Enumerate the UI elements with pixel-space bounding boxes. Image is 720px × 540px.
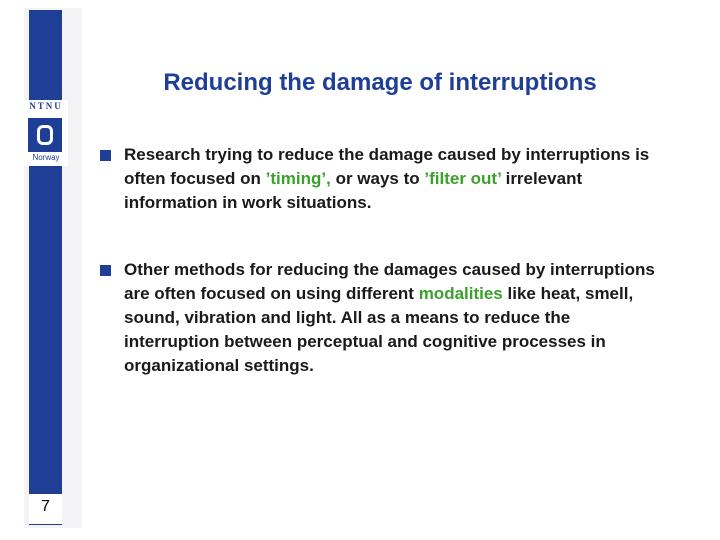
logo-subtitle: Norway [32,153,60,162]
logo-mark-icon [28,118,62,152]
bullet-item-1 [96,143,656,215]
bullet-square-icon [100,150,111,161]
bullet-text: Research trying to reduce the damage caused by interruptions is often focused on ’timing’, or ways to ’filter out’ irrelevant information in work situations. [124,145,650,212]
ntnu-logo [24,100,68,166]
highlight-timing: ’timing’, [265,169,331,188]
page-number: 7 [41,498,50,515]
highlight-modalities: modalities [418,284,503,303]
bullet-square-icon [100,265,111,276]
bullet-text: Other methods for reducing the damages caused by interruptions are often focused on using different modalities like heat, smell, sound, vibration and light. All as a means to reduce the interruption between perceptual and cognitive processes in organizational settings. [124,260,655,375]
logo-letters: NTNU [29,101,63,111]
slide-title: Reducing the damage of interruptions [163,69,597,96]
bullet-item-2 [96,258,656,378]
highlight-filter-out: ’filter out’ [424,169,501,188]
sidebar-stripe [29,10,62,525]
